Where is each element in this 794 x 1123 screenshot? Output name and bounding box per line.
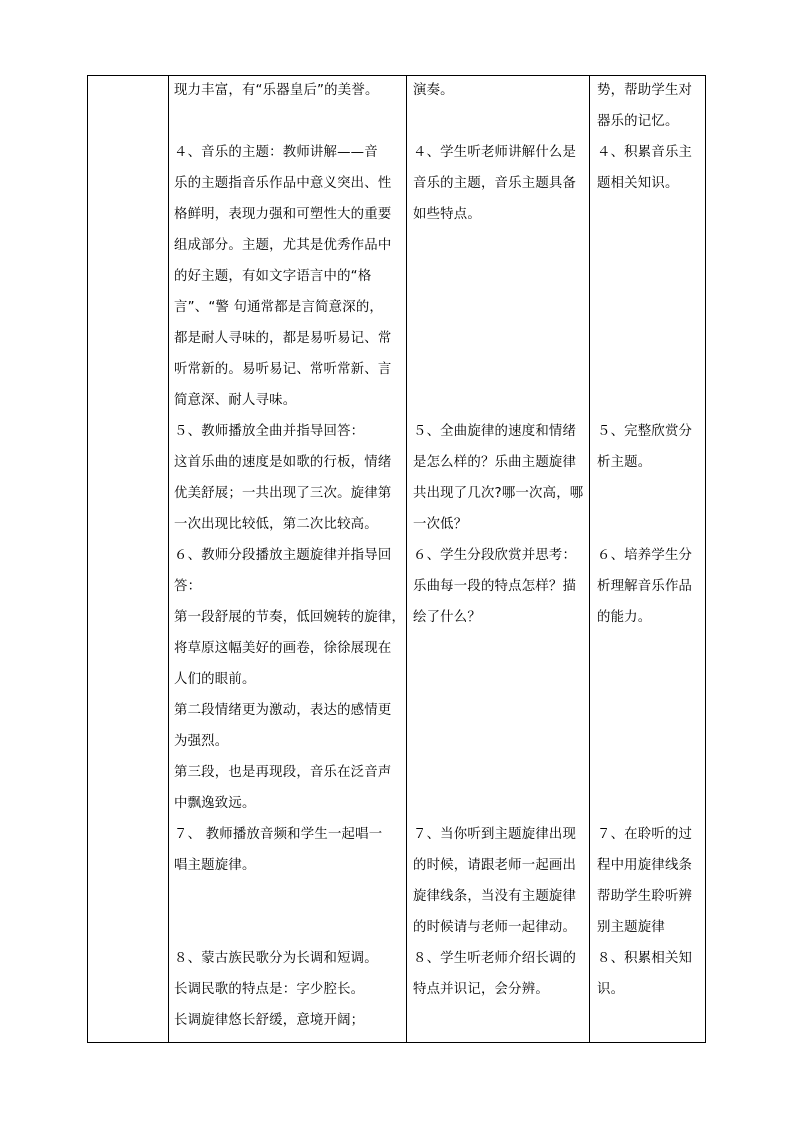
text-line: 将草原这幅美好的画卷，徐徐展现在 — [174, 641, 392, 656]
text-line: 的好主题，有如文字语言中的“格 — [174, 269, 372, 284]
purpose-cell — [597, 137, 692, 199]
text-line: ６、教师分段播放主题旋律并指导回 — [174, 548, 392, 563]
text-line: ４、音乐的主题：教师讲解——音 — [174, 145, 378, 160]
text-line: 音乐的主题，音乐主题具备 — [413, 176, 577, 191]
text-line: 为强烈。 — [174, 734, 229, 749]
text-line: 析主题。 — [597, 455, 652, 470]
purpose-cell — [597, 75, 692, 137]
text-line: 一次出现比较低，第二次比较高。 — [174, 517, 378, 532]
purpose-cell — [597, 943, 692, 1005]
text-line: 第二段情绪更为激动，表达的感情更 — [174, 703, 392, 718]
column-divider — [406, 76, 407, 1042]
text-line: 绘了什么？ — [413, 610, 481, 625]
activity-cell — [174, 75, 379, 106]
purpose-cell — [597, 819, 692, 943]
text-line: 都是耐人寻味的，都是易听易记、常 — [174, 331, 392, 346]
text-line: 析理解音乐作品 — [597, 579, 693, 594]
text-line: 共出现了几次?哪一次高，哪 — [413, 486, 584, 501]
text-line: 程中用旋律线条 — [597, 858, 693, 873]
text-line: ８、积累相关知 — [597, 951, 693, 966]
text-line: 乐的主题指音乐作品中意义突出、性 — [174, 176, 392, 191]
text-line: 第三段，也是再现段，音乐在泛音声 — [174, 765, 392, 780]
text-line: 如些特点。 — [413, 207, 481, 222]
lesson-plan-table — [87, 75, 706, 1043]
text-line: 长调旋律悠长舒缓，意境开阔； — [174, 1013, 365, 1028]
text-line: ５、完整欣赏分 — [597, 424, 693, 439]
text-line: 特点并识记，会分辨。 — [413, 982, 549, 997]
student-cell — [413, 416, 583, 540]
text-line: 言”、“警 句通常都是言简意深的， — [174, 300, 383, 315]
text-line: 的能力。 — [597, 610, 652, 625]
text-line: ７、 教师播放音频和学生一起唱一 — [174, 827, 383, 842]
text-line: 中飘逸致远。 — [174, 796, 256, 811]
text-line: 优美舒展；一共出现了三次。旋律第 — [174, 486, 392, 501]
text-line: 器乐的记忆。 — [597, 114, 679, 129]
text-line: 人们的眼前。 — [174, 672, 256, 687]
purpose-cell — [597, 416, 692, 478]
purpose-cell — [597, 540, 692, 633]
text-line: 是怎么样的？乐曲主题旋律 — [413, 455, 577, 470]
text-line: 旋律线条，当没有主题旋律 — [413, 889, 577, 904]
text-line: 乐曲每一段的特点怎样？描 — [413, 579, 577, 594]
text-line: ４、积累音乐主 — [597, 145, 693, 160]
text-line: 听常新的。易听易记、常听常新、言 — [174, 362, 392, 377]
text-line: 的时候请与老师一起律动。 — [413, 920, 577, 935]
text-line: 长调民歌的特点是：字少腔长。 — [174, 982, 365, 997]
activity-cell — [174, 540, 405, 819]
text-line: 这首乐曲的速度是如歌的行板，情绪 — [174, 455, 392, 470]
text-line: ７、在聆听的过 — [597, 827, 693, 842]
text-line: 帮助学生聆听辨 — [597, 889, 693, 904]
text-line: 识。 — [597, 982, 625, 997]
text-line: 简意深、耐人寻味。 — [174, 393, 297, 408]
text-line: ５、教师播放全曲并指导回答： — [174, 424, 365, 439]
student-cell — [413, 75, 454, 106]
text-line: ６、学生分段欣赏并思考： — [413, 548, 577, 563]
activity-cell — [174, 137, 391, 416]
student-cell — [413, 819, 576, 943]
text-line: 势，帮助学生对 — [597, 83, 693, 98]
text-line: 格鲜明，表现力强和可塑性大的重要 — [174, 207, 392, 222]
text-line: 的时候，请跟老师一起画出 — [413, 858, 577, 873]
student-cell — [413, 943, 576, 1005]
activity-cell — [174, 819, 382, 881]
column-divider — [168, 76, 169, 1042]
text-line: 唱主题旋律。 — [174, 858, 256, 873]
text-line: ６、培养学生分 — [597, 548, 693, 563]
text-line: 第一段舒展的节奏，低回婉转的旋律， — [174, 610, 406, 625]
text-line: 现力丰富，有“乐器皇后”的美誉。 — [174, 83, 379, 98]
text-line: ５、全曲旋律的速度和情绪 — [413, 424, 577, 439]
student-cell — [413, 137, 576, 230]
text-line: 演奏。 — [413, 83, 454, 98]
activity-cell — [174, 416, 391, 540]
text-line: 组成部分。主题，尤其是优秀作品中 — [174, 238, 392, 253]
text-line: ８、学生听老师介绍长调的 — [413, 951, 577, 966]
text-line: 答： — [174, 579, 202, 594]
text-line: 题相关知识。 — [597, 176, 679, 191]
text-line: ４、学生听老师讲解什么是 — [413, 145, 577, 160]
student-cell — [413, 540, 576, 633]
text-line: ７、当你听到主题旋律出现 — [413, 827, 577, 842]
text-line: 一次低？ — [413, 517, 468, 532]
column-divider — [589, 76, 590, 1042]
text-line: 别主题旋律 — [597, 920, 665, 935]
activity-cell — [174, 943, 378, 1036]
text-line: ８、蒙古族民歌分为长调和短调。 — [174, 951, 378, 966]
